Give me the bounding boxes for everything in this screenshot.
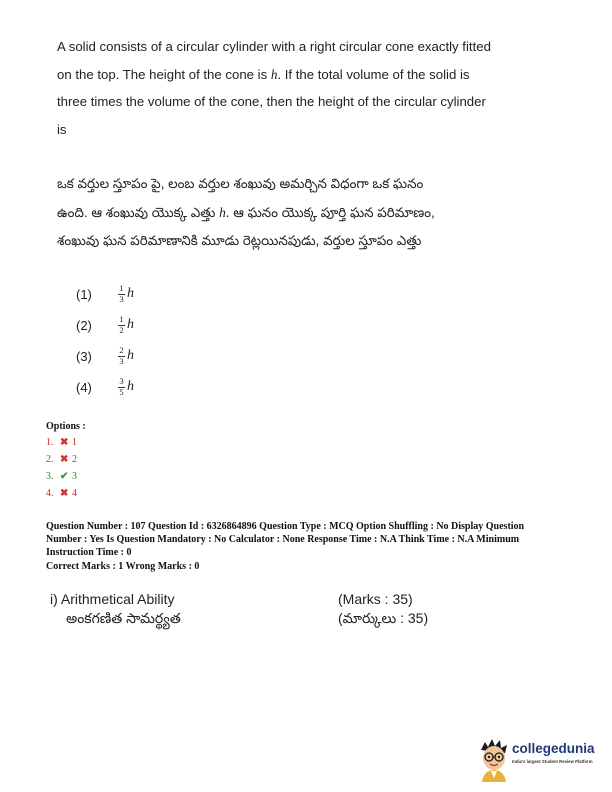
choice-3 — [76, 344, 134, 368]
check-icon: ✔ — [60, 471, 69, 482]
choice-variable: h — [127, 379, 134, 394]
question-en-line-4: is — [57, 121, 67, 137]
question-en-line-2: on the top. The height of the cone is h. If the total volume of the solid is — [57, 66, 470, 82]
choice-4 — [76, 375, 134, 399]
question-en-line-3: three times the volume of the cone, then the height of the circular cylinder — [57, 94, 486, 110]
choice-variable: h — [127, 348, 134, 363]
question-en-line-1: A solid consists of a circular cylinder with a right circular cone exactly fitted — [57, 39, 491, 54]
question-te-line-3: శంఖువు ఘన పరిమాణానికి మూడు రెట్లయినపుడు, వర్తుల స్తూపం ఎత్తు — [57, 233, 422, 248]
choice-fraction: $\frac{3}{5}$ — [119, 376, 124, 397]
collegedunia-logo-text: collegedunia — [512, 741, 595, 756]
choice-label: (3) — [76, 348, 92, 364]
choice-1 — [76, 282, 134, 306]
cross-icon: ✖ — [60, 488, 69, 499]
question-english — [57, 33, 527, 143]
question-metadata: Question Number : 107 Question Id : 6326864896 Question Type : MCQ Option Shuffling : No Display Question Number : Yes Is Question Mandatory : No Calculator : None Response Time : N.A Think Time : N.A Minimum Instruction Time : 0 Correct Marks : 1 Wrong Marks : 0 — [46, 521, 525, 572]
options-heading: Options : — [46, 421, 86, 432]
section-marks-en: (Marks : 35) — [338, 591, 413, 607]
choice-variable: h — [127, 317, 134, 332]
cross-icon: ✖ — [60, 454, 69, 465]
collegedunia-tagline: India's largest Student Review Platform — [512, 759, 593, 764]
choice-label: (1) — [76, 286, 92, 302]
choice-label: (4) — [76, 379, 92, 395]
question-telugu — [57, 170, 537, 256]
choice-fraction: $\frac{1}{2}$ — [119, 314, 124, 335]
question-te-line-1: ఒక వర్తుల స్తూపం పై, లంబ వర్తుల శంఖువు అమర్చిన విధంగా ఒక ఘనం — [57, 176, 424, 191]
choice-variable: h — [127, 286, 134, 301]
answer-option-3: 3. ✔ 3 — [46, 471, 77, 482]
answer-option-4: 4. ✖ 4 — [46, 488, 77, 499]
choice-fraction: $\frac{2}{3}$ — [119, 345, 124, 366]
question-te-line-2: ఉంది. ఆ శంఖువు యొక్క ఎత్తు h. ఆ ఘనం యొక్క పూర్తి ఘన పరిమాణం, — [57, 204, 435, 220]
collegedunia-mascot-icon — [476, 736, 512, 782]
choice-fraction: $\frac{1}{3}$ — [119, 283, 124, 304]
section-title-en: i) Arithmetical Ability — [50, 591, 175, 607]
choice-label: (2) — [76, 317, 92, 333]
section-marks-te: (మార్కులు : 35) — [338, 610, 429, 626]
choice-2 — [76, 313, 134, 337]
answer-option-1: 1. ✖ 1 — [46, 437, 77, 448]
cross-icon: ✖ — [60, 437, 69, 448]
section-title-te: అంకగణిత సామర్థ్యత — [66, 610, 181, 626]
answer-option-2: 2. ✖ 2 — [46, 454, 77, 465]
